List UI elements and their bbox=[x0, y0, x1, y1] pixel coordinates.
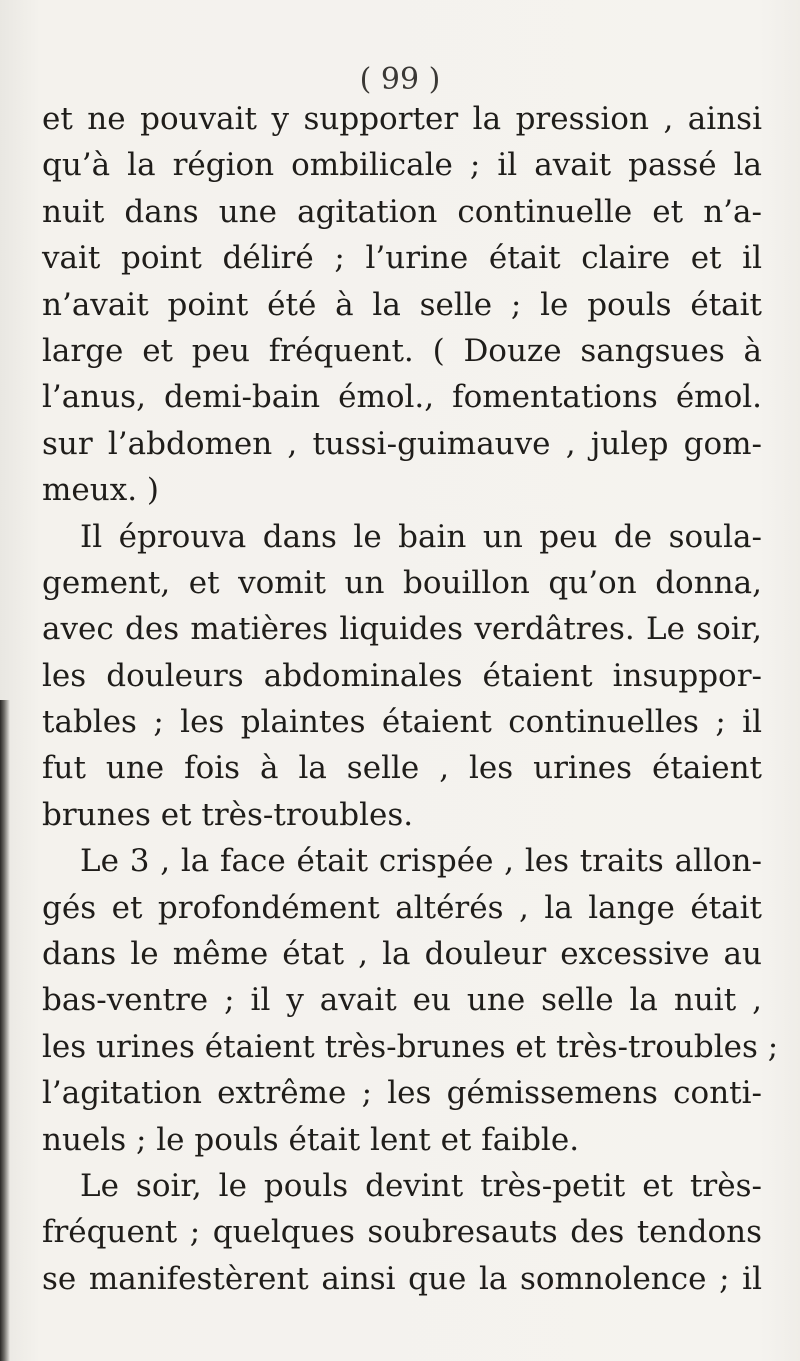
text-line: nuels ; le pouls était lent et faible. bbox=[42, 1121, 580, 1158]
text-line: n’avait point été à la selle ; le pouls était bbox=[42, 286, 762, 323]
text-line: tables ; les plaintes étaient continuelles ; il bbox=[42, 704, 762, 741]
text-line: les urines étaient très-brunes et très-troubles ; bbox=[42, 1028, 779, 1065]
page-number: ( 99 ) bbox=[359, 62, 441, 97]
text-line: l’anus, demi-bain émol., fomentations émol. bbox=[42, 379, 762, 416]
body-text bbox=[42, 96, 779, 1302]
text-line: et ne pouvait y supporter la pression , ainsi bbox=[42, 101, 762, 137]
text-line: gés et profondément altérés , la lange était bbox=[42, 889, 762, 926]
text-line: les douleurs abdominales étaient insuppor- bbox=[42, 657, 762, 694]
text-line: gement, et vomit un bouillon qu’on donna, bbox=[42, 564, 762, 601]
text-line: Il éprouva dans le bain un peu de soula- bbox=[80, 518, 762, 555]
text-line: large et peu fréquent. ( Douze sangsues à bbox=[42, 332, 762, 369]
text-line: fréquent ; quelques soubresauts des tendons bbox=[42, 1214, 762, 1251]
text-line: qu’à la région ombilicale ; il avait passé la bbox=[42, 147, 762, 184]
text-line: l’agitation extrême ; les gémissemens conti- bbox=[42, 1075, 762, 1112]
text-line: avec des matières liquides verdâtres. Le soir, bbox=[42, 611, 762, 648]
text-line: meux. ) bbox=[42, 472, 159, 509]
text-line: Le soir, le pouls devint très-petit et très- bbox=[80, 1167, 762, 1204]
text-line: se manifestèrent ainsi que la somnolence ; il bbox=[42, 1260, 762, 1297]
binding-shadow bbox=[0, 700, 10, 1361]
text-line: brunes et très-troubles. bbox=[42, 796, 414, 833]
text-line: sur l’abdomen , tussi-guimauve , julep gom- bbox=[42, 425, 762, 462]
text-line: bas-ventre ; il y avait eu une selle la nuit , bbox=[42, 982, 762, 1019]
text-line: nuit dans une agitation continuelle et n’a- bbox=[42, 193, 762, 230]
text-line: dans le même état , la douleur excessive au bbox=[42, 936, 762, 973]
text-line: vait point déliré ; l’urine était claire et il bbox=[42, 240, 762, 277]
text-line: Le 3 , la face était crispée , les traits allon- bbox=[80, 843, 762, 880]
text-line: fut une fois à la selle , les urines étaient bbox=[42, 750, 762, 787]
